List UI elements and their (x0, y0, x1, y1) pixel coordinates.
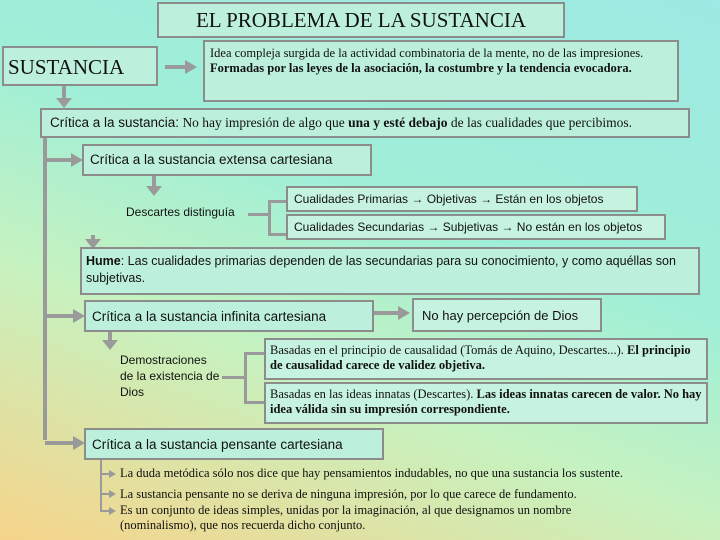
main-spine (43, 138, 47, 440)
down-arrow-1 (60, 86, 68, 108)
hume-label: Hume (86, 254, 121, 268)
pensante-bullet-2 (100, 491, 116, 497)
critica-general-text-bold: una y esté debajo (348, 115, 448, 130)
sustancia-def-plain: Idea compleja surgida de la actividad combinatoria de la mente, no de las impresiones. (210, 46, 644, 60)
causalidad-bold: El principio de causalidad carece de validez objetiva. (270, 343, 691, 372)
pensante-item-3: Es un conjunto de ideas simples, unidas por la imaginación, al que designamos un nombre (nominalismo), que nos recuerda dicho conjunto. (120, 503, 572, 532)
critica-general-label: Crítica a la sustancia: (50, 115, 180, 130)
innatas-plain: Basadas en las ideas innatas (Descartes). (270, 387, 477, 401)
infinita-arrow (45, 313, 85, 319)
secundarias-text: Cualidades Secundarias → Subjetivas → No están en los objetos (294, 220, 643, 234)
innatas-bold: Las ideas innatas carecen de valor. No hay idea válida sin su impresión correspondiente. (270, 387, 702, 416)
bracket-infinita-top (244, 352, 264, 355)
bracket-extensa-top (268, 200, 286, 203)
critica-general-text (50, 115, 690, 131)
causalidad-plain: Basadas en el principio de causalidad (Tomás de Aquino, Descartes...). (270, 343, 628, 357)
critica-general-text-1: No hay impresión de algo que (179, 115, 349, 130)
down-arrow-demostraciones (106, 332, 114, 350)
bracket-infinita-mid (222, 376, 244, 379)
bracket-extensa-v (268, 200, 271, 236)
sustancia-arrow (165, 64, 197, 70)
no-percepcion-text: No hay percepción de Dios (422, 308, 579, 323)
pensante-label: Crítica a la sustancia pensante cartesiana (92, 437, 343, 452)
bracket-extensa-bot (268, 233, 286, 236)
bracket-extensa-mid (248, 213, 268, 216)
pensante-arrow (45, 440, 85, 446)
pensante-item-1: La duda metódica sólo nos dice que hay pensamientos indudables, no que una sustancia los sustente. (120, 466, 624, 480)
innatas-text (270, 387, 704, 417)
no-percepcion-arrow (374, 310, 410, 316)
bracket-infinita-bot (244, 401, 264, 404)
primarias-text: Cualidades Primarias → Objetivas → Están en los objetos (294, 192, 604, 206)
extensa-arrow (45, 157, 83, 163)
down-arrow-descartes (150, 176, 158, 196)
causalidad-text (270, 343, 704, 373)
sustancia-definition (210, 46, 672, 76)
page-title: EL PROBLEMA DE LA SUSTANCIA (157, 2, 565, 38)
descartes-label: Descartes distinguía (126, 205, 235, 219)
sustancia-label: SUSTANCIA (8, 55, 125, 79)
pensante-spine (100, 460, 102, 512)
infinita-label: Crítica a la sustancia infinita cartesiana (92, 309, 327, 324)
hume-body: : Las cualidades primarias dependen de las secundarias para su conocimiento, y como aquéllas son subjetivas. (86, 254, 676, 285)
pensante-bullet-3 (100, 508, 116, 514)
hume-text (86, 253, 696, 287)
pensante-bullet-1 (100, 471, 116, 477)
critica-general-text-2: de las cualidades que percibimos. (447, 115, 632, 130)
sustancia-def-bold: Formadas por las leyes de la asociación, la costumbre y la tendencia evocadora. (210, 61, 632, 75)
pensante-item-2: La sustancia pensante no se deriva de ninguna impresión, por lo que carece de fundamento. (120, 487, 577, 501)
bracket-infinita-v (244, 352, 247, 404)
demostraciones-label: Demostraciones de la existencia de Dios (120, 353, 220, 399)
extensa-label: Crítica a la sustancia extensa cartesiana (90, 152, 333, 167)
